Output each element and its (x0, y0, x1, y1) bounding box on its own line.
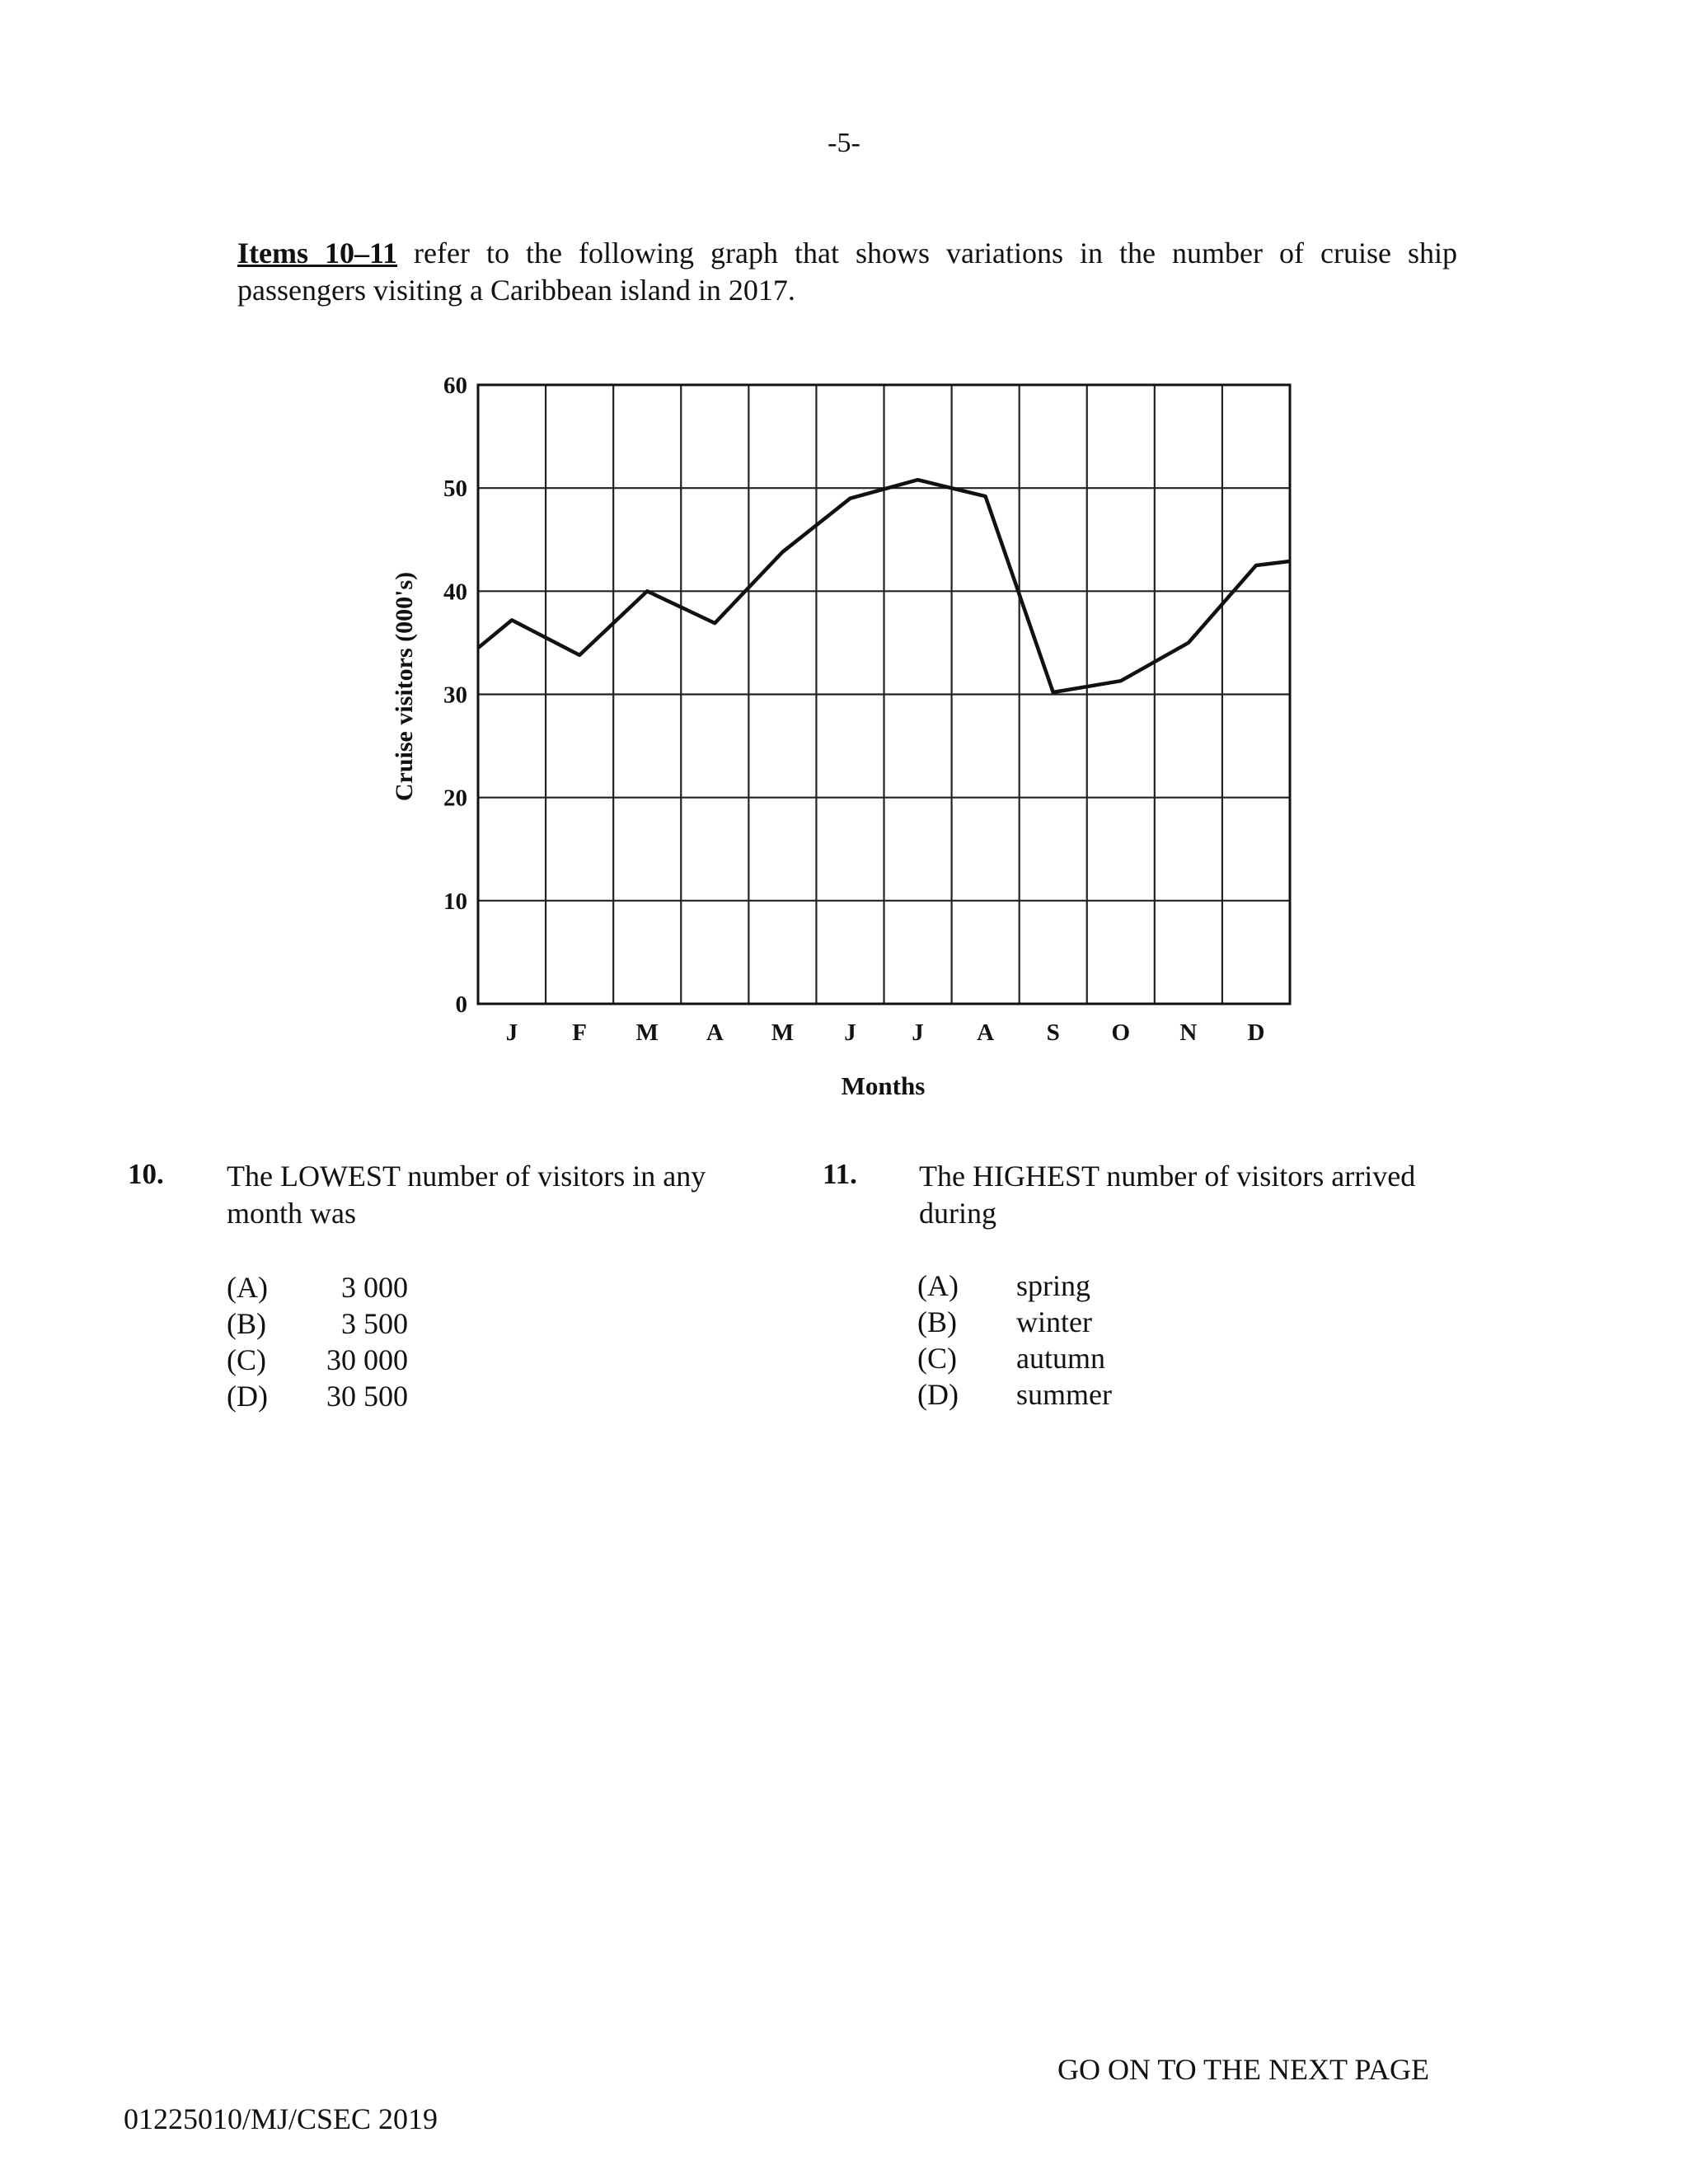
question-10-line-1: The LOWEST number of visitors in any (227, 1160, 706, 1193)
x-tick-label: M (635, 1019, 659, 1046)
option-letter: (C) (227, 1343, 266, 1376)
x-axis-ticks (506, 1019, 1265, 1046)
x-tick-label: D (1247, 1019, 1265, 1046)
question-10-option-b[interactable] (227, 1305, 408, 1342)
option-letter: (C) (917, 1342, 957, 1375)
x-tick-label: O (1111, 1019, 1131, 1046)
x-tick-label: M (771, 1019, 795, 1046)
option-value: winter (1016, 1305, 1092, 1338)
option-value: 30 000 (326, 1343, 408, 1376)
x-tick-label: F (572, 1019, 587, 1046)
question-11-line-1: The HIGHEST number of visitors arrived (919, 1160, 1416, 1193)
question-10-options (227, 1269, 408, 1414)
y-tick-label: 0 (455, 991, 467, 1018)
y-tick-label: 30 (443, 682, 467, 709)
option-value: summer (1016, 1378, 1112, 1411)
question-11-line-2: during (919, 1197, 996, 1230)
option-letter: (B) (227, 1307, 266, 1340)
option-letter: (A) (917, 1269, 959, 1302)
question-11-text (919, 1158, 1496, 1232)
y-tick-label: 20 (443, 785, 467, 812)
y-axis-label: Cruise visitors (000's) (391, 571, 418, 802)
x-tick-label: A (977, 1019, 995, 1046)
x-tick-label: N (1179, 1019, 1198, 1046)
option-letter: (D) (917, 1378, 959, 1411)
page-number: -5- (828, 128, 860, 158)
x-tick-label: J (844, 1019, 856, 1046)
question-11-option-b[interactable] (917, 1304, 1112, 1340)
question-11-number: 11. (823, 1158, 857, 1190)
x-tick-label: J (912, 1019, 924, 1046)
y-tick-label: 10 (443, 888, 467, 915)
y-axis-ticks (443, 373, 467, 1018)
y-tick-label: 50 (443, 476, 467, 503)
go-to-next-page-text: GO ON TO THE NEXT PAGE (1057, 2053, 1430, 2086)
question-10-option-a[interactable] (227, 1269, 408, 1305)
y-tick-label: 40 (443, 579, 467, 606)
question-10-number: 10. (128, 1158, 164, 1190)
option-value: spring (1016, 1269, 1090, 1302)
option-value: 3 500 (341, 1307, 408, 1340)
exam-code: 01225010/MJ/CSEC 2019 (124, 2102, 438, 2135)
option-letter: (B) (917, 1305, 957, 1338)
chart-grid (478, 385, 1290, 1004)
y-tick-label: 60 (443, 373, 467, 399)
option-value: 3 000 (341, 1271, 408, 1304)
x-axis-label: Months (841, 1071, 926, 1100)
x-tick-label: A (706, 1019, 724, 1046)
question-10-option-d[interactable] (227, 1378, 408, 1414)
x-tick-label: S (1046, 1019, 1060, 1046)
x-tick-label: J (505, 1019, 518, 1046)
question-11-option-d[interactable] (917, 1376, 1112, 1413)
question-10-text (227, 1158, 787, 1232)
question-11-options (917, 1268, 1112, 1413)
option-value: autumn (1016, 1342, 1105, 1375)
intro-line-1-rest: refer to the following graph that shows variations in the number of cruise ship (397, 237, 1457, 269)
intro-line-2: passengers visiting a Caribbean island in 2017. (237, 274, 795, 307)
option-letter: (A) (227, 1271, 268, 1304)
option-letter: (D) (227, 1380, 268, 1413)
question-10-option-c[interactable] (227, 1342, 408, 1378)
question-10-line-2: month was (227, 1197, 356, 1230)
question-11-option-c[interactable] (917, 1340, 1112, 1376)
question-11-option-a[interactable] (917, 1268, 1112, 1304)
option-value: 30 500 (326, 1380, 408, 1413)
items-reference: Items 10–11 (237, 237, 398, 269)
